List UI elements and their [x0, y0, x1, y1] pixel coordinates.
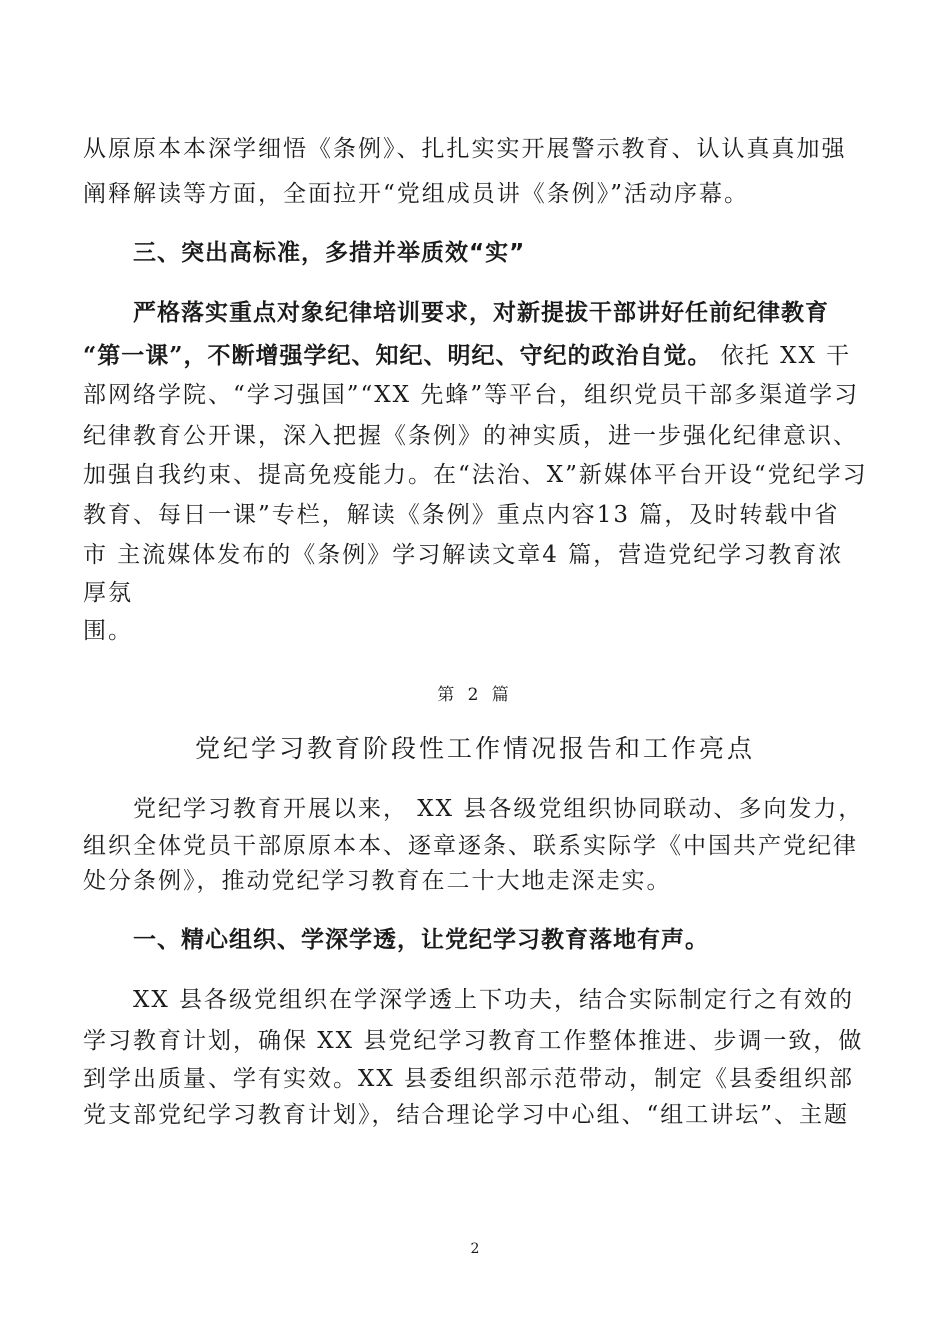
bold-lead-text: “第一课”，不断增强学纪、知纪、明纪、守纪的政治自觉。 — [83, 342, 712, 369]
section-heading-1: 一、精心组织、学深学透，让党纪学习教育落地有声。 — [133, 927, 709, 953]
body-text-line: 纪律教育公开课，深入把握《条例》的神实质，进一步强化纪律意识、 — [83, 423, 858, 449]
document-title: 党纪学习教育阶段性工作情况报告和工作亮点 — [194, 734, 755, 763]
body-text-fragment: 依托 XX 干 — [720, 343, 852, 369]
body-text-line: 市 主流媒体发布的《条例》学习解读文章4 篇，营造党纪学习教育浓 — [83, 542, 844, 568]
body-text-line: XX 县各级党组织在学深学透上下功夫，结合实际制定行之有效的 — [133, 987, 855, 1013]
body-text-line: 厚氛 — [83, 580, 133, 606]
body-text-line — [83, 341, 851, 371]
body-text-line: 学习教育计划，确保 XX 县党纪学习教育工作整体推进、步调一致，做 — [83, 1028, 864, 1054]
body-text-line: 到学出质量、学有实效。XX 县委组织部示范带动，制定《县委组织部 — [83, 1066, 855, 1092]
body-text-line: 从原原本本深学细悟《条例》、扎扎实实开展警示教育、认认真真加强 — [83, 136, 847, 162]
bold-lead-text: 严格落实重点对象纪律培训要求，对新提拔干部讲好任前纪律教育 — [133, 299, 829, 326]
body-text-line: 围。 — [83, 618, 133, 644]
body-text-line: 教育、每日一课”专栏，解读《条例》重点内容13 篇，及时转载中省 — [83, 502, 840, 528]
body-text-line: 部网络学院、“学习强国”“XX 先蜂”等平台，组织党员干部多渠道学习 — [83, 382, 860, 408]
body-text-line: 组织全体党员干部原原本本、逐章逐条、联系实际学《中国共产党纪律 — [83, 833, 858, 859]
body-text-line: 党支部党纪学习教育计划》，结合理论学习中心组、“组工讲坛”、主题 — [83, 1102, 850, 1128]
body-text-line: 阐释解读等方面，全面拉开“党组成员讲《条例》”活动序幕。 — [83, 181, 750, 207]
body-text-line: 党纪学习教育开展以来， XX 县各级党组织协同联动、多向发力， — [133, 796, 864, 822]
page-number: 2 — [470, 1241, 480, 1257]
body-text-line: 加强自我约束、提高免疫能力。在“法治、X”新媒体平台开设“党纪学习 — [83, 462, 868, 488]
section-heading-3: 三、突出高标准，多措并举质效“实” — [133, 240, 526, 266]
body-text-line: 处分条例》，推动党纪学习教育在二十大地走深走实。 — [83, 868, 672, 894]
part-label: 第 2 篇 — [437, 685, 513, 705]
